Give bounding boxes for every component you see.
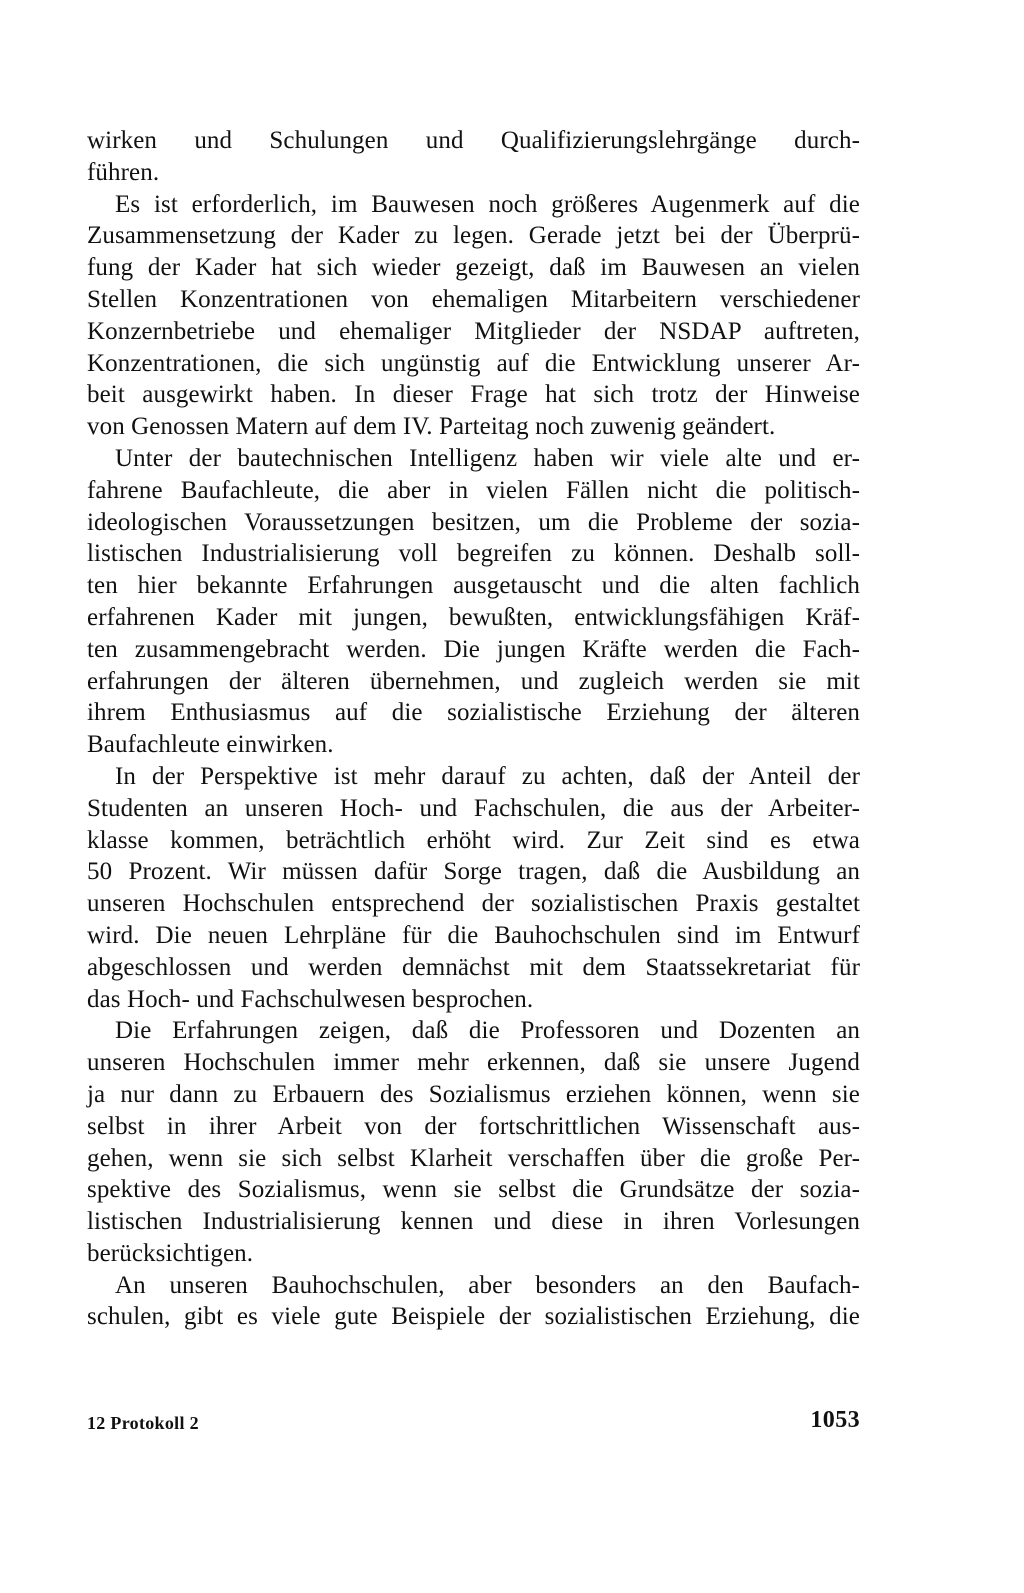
text-line: berücksichtigen. <box>87 1239 254 1267</box>
body-text <box>87 125 860 1333</box>
text-line: ten zusammengebracht werden. Die jungen Kräfte werden die Fach- <box>87 635 860 663</box>
text-line: gehen, wenn sie sich selbst Klarheit verschaffen über die große Per- <box>87 1144 860 1172</box>
text-line: selbst in ihrer Arbeit von der fortschrittlichen Wissenschaft aus- <box>87 1112 860 1140</box>
text-line: ihrem Enthusiasmus auf die sozialistische Erziehung der älteren <box>87 699 860 727</box>
text-line: fahrene Baufachleute, die aber in vielen Fällen nicht die politisch- <box>87 476 860 504</box>
text-line: wird. Die neuen Lehrpläne für die Bauhochschulen sind im Entwurf <box>87 921 860 949</box>
text-line: Stellen Konzentrationen von ehemaligen Mitarbeitern verschiedener <box>87 285 860 313</box>
text-line: ten hier bekannte Erfahrungen ausgetauscht und die alten fachlich <box>87 572 860 600</box>
text-line: An unseren Bauhochschulen, aber besonders an den Baufach- <box>115 1271 860 1299</box>
text-line: In der Perspektive ist mehr darauf zu achten, daß der Anteil der <box>115 762 860 790</box>
text-line: Studenten an unseren Hoch- und Fachschulen, die aus der Arbeiter- <box>87 794 860 822</box>
text-line: von Genossen Matern auf dem IV. Parteitag noch zuwenig geändert. <box>87 413 776 441</box>
text-line: unseren Hochschulen immer mehr erkennen, daß sie unsere Jugend <box>87 1049 860 1077</box>
text-line: 50 Prozent. Wir müssen dafür Sorge tragen, daß die Ausbildung an <box>87 858 860 886</box>
text-line: ideologischen Voraussetzungen besitzen, um die Probleme der sozia- <box>87 508 860 536</box>
text-line: Die Erfahrungen zeigen, daß die Professoren und Dozenten an <box>115 1017 860 1045</box>
text-line: spektive des Sozialismus, wenn sie selbst die Grundsätze der sozia- <box>87 1176 860 1204</box>
text-line: erfahrenen Kader mit jungen, bewußten, entwicklungsfähigen Kräf- <box>87 603 860 631</box>
text-line: erfahrungen der älteren übernehmen, und zugleich werden sie mit <box>87 667 860 695</box>
text-line: beit ausgewirkt haben. In dieser Frage hat sich trotz der Hinweise <box>87 381 860 409</box>
page-number: 1053 <box>810 1407 860 1433</box>
text-line: listischen Industrialisierung kennen und diese in ihren Vorlesungen <box>87 1208 860 1236</box>
text-line: das Hoch- und Fachschulwesen besprochen. <box>87 985 534 1013</box>
text-line: unseren Hochschulen entsprechend der sozialistischen Praxis gestaltet <box>87 890 860 918</box>
text-line: Konzentrationen, die sich ungünstig auf die Entwicklung unserer Ar- <box>87 349 860 377</box>
text-line: Zusammensetzung der Kader zu legen. Gerade jetzt bei der Überprü- <box>87 222 860 250</box>
text-line: abgeschlossen und werden demnächst mit dem Staatssekretariat für <box>87 953 860 981</box>
text-line: Es ist erforderlich, im Bauwesen noch größeres Augenmerk auf die <box>115 190 860 218</box>
footer-signature: 12 Protokoll 2 <box>87 1413 199 1433</box>
text-line: ja nur dann zu Erbauern des Sozialismus erziehen können, wenn sie <box>87 1080 860 1108</box>
text-line: fung der Kader hat sich wieder gezeigt, daß im Bauwesen an vielen <box>87 254 860 282</box>
text-line: Konzernbetriebe und ehemaliger Mitglieder der NSDAP auftreten, <box>87 317 860 345</box>
text-line: klasse kommen, beträchtlich erhöht wird. Zur Zeit sind es etwa <box>87 826 860 854</box>
text-line: Unter der bautechnischen Intelligenz haben wir viele alte und er- <box>115 444 860 472</box>
text-line: schulen, gibt es viele gute Beispiele der sozialistischen Erziehung, die <box>87 1303 860 1331</box>
text-line: listischen Industrialisierung voll begreifen zu können. Deshalb soll- <box>87 540 860 568</box>
text-line: wirken und Schulungen und Qualifizierungslehrgänge durch- <box>87 127 860 154</box>
text-line: Baufachleute einwirken. <box>87 731 334 759</box>
text-line: führen. <box>87 158 160 186</box>
